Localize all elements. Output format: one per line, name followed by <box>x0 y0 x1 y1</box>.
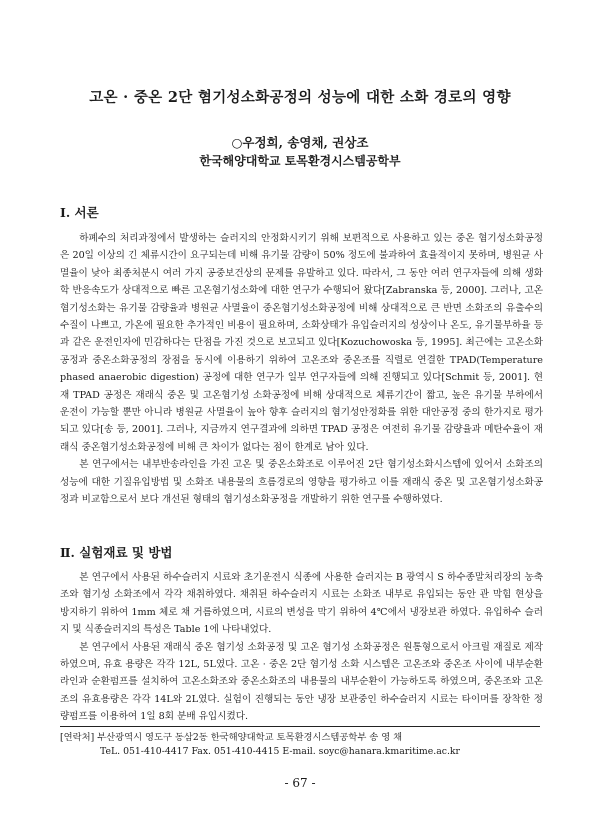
paragraph: 하폐수의 처리과정에서 발생하는 슬러지의 안정화시키기 위해 보편적으로 사용하고 있는 중온 혐기성소화공정은 20일 이상의 긴 체류시간이 요구되는데 비해 유기물 감량이 50% 정도에 불과하여 효율적이지 못하며, 병원균 사멸율이 낮아 최종처분시 여러 가지 공중보건상의 문제를 유발하고 있다. 따라서, 그 동안 여러 연구자들에 의해 생화학 반응속도가 상대적으로 빠른 고온혐기성소화에 대한 연구가 수행되어 왔다[Zabranska 등, 2000]. 그러나, 고온혐기성소화는 유기물 감량율과 병원균 사멸율이 중온혐기성소화공정에 비해 상대적으로 큰 반면 소화조의 유출수의 수질이 나쁘고, 가온에 필요한 추가적인 비용이 필요하며, 소화상태가 유입슬러지의 성상이나 온도, 유기물부하율 등과 같은 운전인자에 민감하다는 단점을 가진 것으로 보고되고 있다[Kozuchowoska 등, 1995]. 최근에는 고온소화공정과 중온소화공정의 장점을 동시에 이용하기 위하여 고온조와 중온조를 직렬로 연결한 TPAD(Temperature phased anaerobic digestion) 공정에 대한 연구가 일부 연구자들에 의해 진행되고 있다[Schmit 등, 2001]. 현재 TPAD 공정은 재래식 중온 및 고온혐기성 소화공정에 비해 상대적으로 체류기간이 짧고, 높은 유기물 부하에서 운전이 가능할 뿐만 아니라 병원균 사멸율이 높아 향후 슬러지의 혐기성안정화를 위한 대안공정 중의 한가지로 평가되고 있다[송 등, 2001]. 그러나, 지금까지 연구결과에 의하면 TPAD 공정은 여전히 유기물 감량율과 메탄수율이 재래식 중온혐기성소화공정에 비해 큰 차이가 없다는 점이 한계로 남아 있다. <box>60 233 543 453</box>
paper-authors: ○우정희, 송영채, 권상조 <box>231 135 369 150</box>
section-heading-introduction: Ⅰ. 서론 <box>60 205 99 220</box>
section-body-introduction <box>60 230 543 509</box>
contact-line-phone-email: TeL. 051-410-4417 Fax. 051-410-4415 E-mail. soyc@hanara.kmaritime.ac.kr <box>100 745 460 757</box>
section-body-methods <box>60 569 543 726</box>
page-number: - 67 - <box>284 776 316 790</box>
contact-footer <box>60 726 540 758</box>
paragraph: 본 연구에서는 내부반송라인을 가진 고온 및 중온소화조로 이루어진 2단 혐기성소화시스템에 있어서 소화조의 성능에 대한 기질유입방법 및 소화조 내용물의 흐름경로의 영향을 평가하고 이를 재래식 중온 및 고온혐기성소화공정과 비교함으로서 보다 개선된 형태의 혐기성소화공정을 개발하기 위한 연구를 수행하였다. <box>60 459 543 506</box>
paragraph: 본 연구에서 사용된 재래식 중온 혐기성 소화공정 및 고온 혐기성 소화공정은 원통형으로서 아크릴 재질로 제작하였으며, 유효 용량은 각각 12L, 5L였다. 고온 · 중온 2단 혐기성 소화 시스템은 고온조와 중온조 사이에 내부순환 라인과 순환펌프를 설치하여 고온소화조와 중온소화조의 내용물의 내부순환이 가능하도록 하였으며, 중온조와 고온조의 유효용량은 각각 14L와 2L였다. 실험이 진행되는 동안 냉장 보관중인 하수슬러지 시료는 타이머를 장착한 정량펌프를 이용하여 1일 8회 분배 유입시켰다. <box>60 641 543 723</box>
contact-line-address: [연락처] 부산광역시 영도구 동삼2동 한국해양대학교 토목환경시스템공학부 송 영 채 <box>60 732 403 743</box>
paper-title: 고온 · 중온 2단 혐기성소화공정의 성능에 대한 소화 경로의 영향 <box>89 89 511 106</box>
section-heading-methods: Ⅱ. 실험재료 및 방법 <box>60 545 173 560</box>
paper-affiliation: 한국해양대학교 토목환경시스템공학부 <box>199 154 401 168</box>
paragraph: 본 연구에서 사용된 하수슬러지 시료와 초기운전시 식종에 사용한 슬러지는 B 광역시 S 하수종말처리장의 농축조와 혐기성 소화조에서 각각 채취하였다. 채취된 하수슬러지 시료는 소화조 내부로 유입되는 동안 관 막힘 현상을 방지하기 위하여 1mm 체로 채 거름하였으며, 시료의 변성을 막기 위하여 4℃에서 냉장보관 하였다. 유입하수 슬러지 및 식종슬러지의 특성은 Table 1에 나타내었다. <box>60 572 543 636</box>
